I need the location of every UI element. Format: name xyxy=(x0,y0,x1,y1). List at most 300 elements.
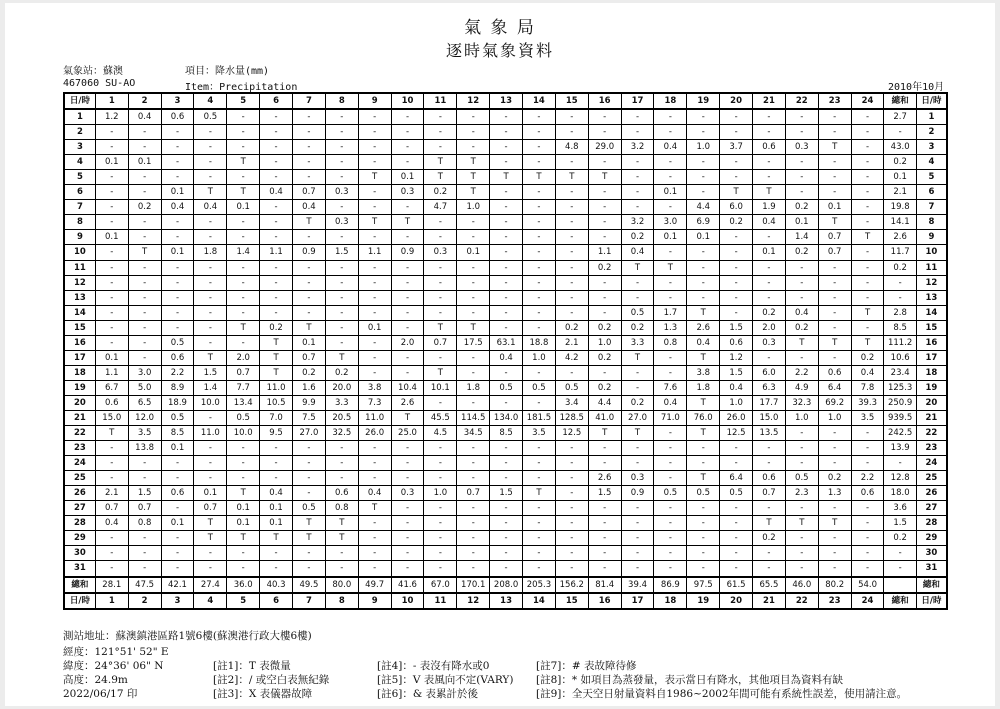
hour-header: 3 xyxy=(161,93,194,109)
value-cell: - xyxy=(358,290,391,305)
hour-header: 6 xyxy=(260,593,293,609)
value-cell: - xyxy=(260,441,293,456)
value-cell: 29.0 xyxy=(588,140,621,155)
value-cell: - xyxy=(523,546,556,561)
value-cell: - xyxy=(753,441,786,456)
row-total-cell: 2.7 xyxy=(884,109,916,125)
value-cell: 13.4 xyxy=(227,395,260,410)
value-cell: - xyxy=(720,305,753,320)
value-cell: - xyxy=(161,305,194,320)
value-cell: - xyxy=(851,140,884,155)
hour-header: 8 xyxy=(325,593,358,609)
value-cell: 0.2 xyxy=(588,350,621,365)
value-cell: - xyxy=(227,335,260,350)
value-cell: - xyxy=(325,320,358,335)
value-cell: 0.2 xyxy=(621,320,654,335)
table-row xyxy=(64,230,947,245)
hour-sum-cell: 97.5 xyxy=(687,577,720,593)
value-cell: T xyxy=(260,365,293,380)
value-cell: T xyxy=(588,426,621,441)
value-cell: - xyxy=(161,215,194,230)
value-cell: 0.3 xyxy=(391,185,424,200)
day-label: 29 xyxy=(916,531,947,546)
note-5: [註5]：V 表風向不定(VARY) xyxy=(377,674,514,686)
value-cell: - xyxy=(128,140,161,155)
hour-sum-cell: 86.9 xyxy=(654,577,687,593)
row-total-cell: 2.1 xyxy=(884,185,916,200)
hour-sum-cell: 156.2 xyxy=(555,577,588,593)
day-label: 14 xyxy=(64,305,95,320)
value-cell: - xyxy=(523,471,556,486)
value-cell: - xyxy=(490,290,523,305)
value-cell: - xyxy=(293,441,326,456)
value-cell: - xyxy=(95,215,128,230)
value-cell: - xyxy=(194,335,227,350)
value-cell: - xyxy=(358,305,391,320)
value-cell: - xyxy=(358,335,391,350)
table-row xyxy=(64,365,947,380)
value-cell: - xyxy=(194,471,227,486)
value-cell: T xyxy=(358,501,391,516)
value-cell: 8.5 xyxy=(161,426,194,441)
value-cell: - xyxy=(621,456,654,471)
value-cell: 27.0 xyxy=(621,410,654,425)
value-cell: - xyxy=(753,260,786,275)
value-cell: 2.6 xyxy=(687,320,720,335)
value-cell: 0.2 xyxy=(621,395,654,410)
day-label: 10 xyxy=(64,245,95,260)
value-cell: - xyxy=(358,531,391,546)
value-cell: - xyxy=(621,185,654,200)
value-cell: - xyxy=(227,471,260,486)
value-cell: - xyxy=(654,170,687,185)
value-cell: 8.5 xyxy=(490,426,523,441)
value-cell: - xyxy=(555,260,588,275)
value-cell: - xyxy=(260,456,293,471)
value-cell: 0.6 xyxy=(753,140,786,155)
table-row xyxy=(64,456,947,471)
value-cell: - xyxy=(851,215,884,230)
value-cell: - xyxy=(818,531,851,546)
note-6: [註6]：& 表累計於後 xyxy=(377,688,479,700)
value-cell: T xyxy=(424,155,457,170)
value-cell: - xyxy=(227,140,260,155)
value-cell: - xyxy=(457,230,490,245)
value-cell: 0.6 xyxy=(818,365,851,380)
value-cell: - xyxy=(654,516,687,531)
value-cell: T xyxy=(654,260,687,275)
value-cell: 0.9 xyxy=(621,486,654,501)
value-cell: - xyxy=(260,260,293,275)
hour-header: 2 xyxy=(128,93,161,109)
value-cell: T xyxy=(621,426,654,441)
value-cell: 0.3 xyxy=(391,486,424,501)
value-cell: - xyxy=(785,531,818,546)
value-cell: 10.4 xyxy=(391,380,424,395)
value-cell: 6.9 xyxy=(687,215,720,230)
value-cell: - xyxy=(753,230,786,245)
report-subtitle: 逐時氣象資料 xyxy=(445,41,554,60)
value-cell: - xyxy=(457,456,490,471)
value-cell: T xyxy=(720,185,753,200)
value-cell: T xyxy=(457,185,490,200)
value-cell: - xyxy=(293,170,326,185)
corner-label: 日/時 xyxy=(916,93,947,109)
row-total-cell: 242.5 xyxy=(884,426,916,441)
value-cell: 6.3 xyxy=(753,380,786,395)
value-cell: 4.4 xyxy=(588,395,621,410)
value-cell: - xyxy=(227,441,260,456)
value-cell: 2.2 xyxy=(851,471,884,486)
value-cell: - xyxy=(293,456,326,471)
value-cell: 0.7 xyxy=(227,365,260,380)
value-cell: - xyxy=(555,531,588,546)
note-9: [註9]：全天空日射量資料自1986~2002年間可能有系統性誤差，使用請注意。 xyxy=(536,688,908,700)
row-total-cell: 111.2 xyxy=(884,335,916,350)
day-label: 23 xyxy=(916,441,947,456)
day-label: 1 xyxy=(64,109,95,125)
value-cell: - xyxy=(457,290,490,305)
day-label: 7 xyxy=(64,200,95,215)
value-cell: - xyxy=(785,260,818,275)
value-cell: - xyxy=(194,305,227,320)
hour-sum-cell: 205.3 xyxy=(523,577,556,593)
value-cell: 18.8 xyxy=(523,335,556,350)
station-address: 測站地址：蘇澳鎮港區路1號6樓(蘇澳港行政大樓6樓) xyxy=(63,630,312,642)
value-cell: - xyxy=(95,456,128,471)
value-cell: 3.3 xyxy=(325,395,358,410)
value-cell: - xyxy=(555,275,588,290)
row-total-cell: 0.2 xyxy=(884,531,916,546)
value-cell: T xyxy=(818,140,851,155)
value-cell: 0.1 xyxy=(95,155,128,170)
value-cell: 0.1 xyxy=(161,516,194,531)
row-total-cell: 8.5 xyxy=(884,320,916,335)
value-cell: - xyxy=(523,260,556,275)
value-cell: 0.7 xyxy=(753,486,786,501)
value-cell: - xyxy=(457,260,490,275)
value-cell: - xyxy=(391,320,424,335)
value-cell: 3.0 xyxy=(128,365,161,380)
value-cell: - xyxy=(293,561,326,577)
value-cell: - xyxy=(720,290,753,305)
value-cell: - xyxy=(95,335,128,350)
value-cell: - xyxy=(588,215,621,230)
value-cell: - xyxy=(128,456,161,471)
value-cell: 1.3 xyxy=(654,320,687,335)
day-label: 17 xyxy=(916,350,947,365)
value-cell: 134.0 xyxy=(490,410,523,425)
value-cell: - xyxy=(260,561,293,577)
value-cell: - xyxy=(687,561,720,577)
hour-header: 20 xyxy=(720,593,753,609)
value-cell: - xyxy=(687,501,720,516)
value-cell: 0.4 xyxy=(621,245,654,260)
value-cell: 0.1 xyxy=(161,185,194,200)
value-cell: 0.2 xyxy=(785,200,818,215)
day-label: 19 xyxy=(916,380,947,395)
value-cell: - xyxy=(391,441,424,456)
table-row xyxy=(64,260,947,275)
hour-header: 10 xyxy=(391,93,424,109)
day-label: 7 xyxy=(916,200,947,215)
value-cell: T xyxy=(424,320,457,335)
value-cell: 0.9 xyxy=(293,245,326,260)
value-cell: - xyxy=(391,456,424,471)
hour-header: 18 xyxy=(654,93,687,109)
value-cell: - xyxy=(227,170,260,185)
value-cell: - xyxy=(194,410,227,425)
table-row xyxy=(64,305,947,320)
value-cell: 0.4 xyxy=(851,365,884,380)
day-label: 17 xyxy=(64,350,95,365)
value-cell: - xyxy=(523,200,556,215)
hour-sum-cell: 65.5 xyxy=(753,577,786,593)
value-cell: 1.0 xyxy=(818,410,851,425)
value-cell: - xyxy=(325,140,358,155)
day-label: 14 xyxy=(916,305,947,320)
value-cell: - xyxy=(490,320,523,335)
value-cell: - xyxy=(753,501,786,516)
value-cell: 26.0 xyxy=(358,426,391,441)
value-cell: 3.3 xyxy=(621,335,654,350)
value-cell: 15.0 xyxy=(753,410,786,425)
value-cell: - xyxy=(555,561,588,577)
value-cell: - xyxy=(391,516,424,531)
value-cell: - xyxy=(588,109,621,125)
value-cell: - xyxy=(720,230,753,245)
value-cell: - xyxy=(424,350,457,365)
value-cell: 2.1 xyxy=(555,335,588,350)
day-label: 13 xyxy=(916,290,947,305)
day-label: 18 xyxy=(64,365,95,380)
value-cell: - xyxy=(293,290,326,305)
value-cell: 32.3 xyxy=(785,395,818,410)
row-total-cell: 13.9 xyxy=(884,441,916,456)
value-cell: - xyxy=(260,546,293,561)
value-cell: - xyxy=(227,260,260,275)
value-cell: 0.5 xyxy=(293,501,326,516)
value-cell: - xyxy=(523,531,556,546)
value-cell: - xyxy=(753,125,786,140)
value-cell: - xyxy=(325,155,358,170)
value-cell: - xyxy=(325,125,358,140)
value-cell: - xyxy=(588,516,621,531)
value-cell: - xyxy=(457,516,490,531)
value-cell: T xyxy=(457,170,490,185)
value-cell: - xyxy=(588,365,621,380)
value-cell: 0.7 xyxy=(818,230,851,245)
value-cell: T xyxy=(753,185,786,200)
value-cell: - xyxy=(293,125,326,140)
day-label: 25 xyxy=(916,471,947,486)
value-cell: 2.0 xyxy=(391,335,424,350)
value-cell: - xyxy=(785,275,818,290)
value-cell: 3.5 xyxy=(851,410,884,425)
value-cell: T xyxy=(227,486,260,501)
value-cell: 1.4 xyxy=(227,245,260,260)
value-cell: - xyxy=(424,140,457,155)
value-cell: 0.1 xyxy=(457,245,490,260)
value-cell: - xyxy=(293,109,326,125)
value-cell: - xyxy=(687,290,720,305)
row-total-cell: 11.7 xyxy=(884,245,916,260)
value-cell: 7.0 xyxy=(260,410,293,425)
value-cell: - xyxy=(161,260,194,275)
value-cell: - xyxy=(818,275,851,290)
row-total-cell: - xyxy=(884,125,916,140)
table-row xyxy=(64,155,947,170)
day-label: 30 xyxy=(916,546,947,561)
value-cell: 1.9 xyxy=(753,200,786,215)
value-cell: - xyxy=(128,290,161,305)
value-cell: T xyxy=(293,531,326,546)
value-cell: 6.4 xyxy=(818,380,851,395)
value-cell: - xyxy=(687,516,720,531)
value-cell: 2.1 xyxy=(95,486,128,501)
value-cell: - xyxy=(523,215,556,230)
value-cell: - xyxy=(621,501,654,516)
value-cell: 0.4 xyxy=(161,200,194,215)
value-cell: 0.1 xyxy=(687,230,720,245)
value-cell: 8.9 xyxy=(161,380,194,395)
value-cell: T xyxy=(818,215,851,230)
value-cell: 0.1 xyxy=(95,350,128,365)
value-cell: 15.0 xyxy=(95,410,128,425)
value-cell: - xyxy=(490,200,523,215)
hour-header: 4 xyxy=(194,93,227,109)
value-cell: - xyxy=(391,471,424,486)
value-cell: 10.5 xyxy=(260,395,293,410)
value-cell: - xyxy=(555,456,588,471)
value-cell: - xyxy=(490,365,523,380)
hour-sum-cell: 27.4 xyxy=(194,577,227,593)
hour-header: 2 xyxy=(128,593,161,609)
table-row xyxy=(64,125,947,140)
value-cell: - xyxy=(621,170,654,185)
value-cell: 0.2 xyxy=(753,305,786,320)
value-cell: - xyxy=(293,275,326,290)
value-cell: 3.4 xyxy=(555,395,588,410)
value-cell: - xyxy=(260,109,293,125)
row-total-cell: 1.5 xyxy=(884,516,916,531)
value-cell: - xyxy=(457,275,490,290)
day-label: 20 xyxy=(64,395,95,410)
value-cell: 7.7 xyxy=(227,380,260,395)
row-total-cell: 10.6 xyxy=(884,350,916,365)
day-label: 31 xyxy=(64,561,95,577)
value-cell: 1.1 xyxy=(95,365,128,380)
value-cell: 114.5 xyxy=(457,410,490,425)
value-cell: T xyxy=(325,350,358,365)
value-cell: - xyxy=(523,230,556,245)
value-cell: - xyxy=(194,275,227,290)
value-cell: - xyxy=(851,441,884,456)
value-cell: T xyxy=(194,185,227,200)
value-cell: - xyxy=(490,501,523,516)
value-cell: T xyxy=(457,155,490,170)
value-cell: - xyxy=(490,275,523,290)
value-cell: - xyxy=(95,471,128,486)
value-cell: - xyxy=(325,230,358,245)
total-header: 總和 xyxy=(884,93,916,109)
hour-header: 9 xyxy=(358,593,391,609)
value-cell: - xyxy=(457,125,490,140)
hour-header: 24 xyxy=(851,93,884,109)
value-cell: - xyxy=(490,140,523,155)
value-cell: - xyxy=(490,395,523,410)
row-total-cell: - xyxy=(884,456,916,471)
value-cell: 0.7 xyxy=(128,501,161,516)
value-cell: - xyxy=(128,275,161,290)
value-cell: 0.1 xyxy=(654,230,687,245)
value-cell: - xyxy=(588,546,621,561)
row-total-cell: 939.5 xyxy=(884,410,916,425)
value-cell: - xyxy=(391,109,424,125)
value-cell: - xyxy=(555,546,588,561)
table-row xyxy=(64,320,947,335)
day-label: 8 xyxy=(64,215,95,230)
value-cell: 12.5 xyxy=(555,426,588,441)
value-cell: - xyxy=(621,561,654,577)
table-row xyxy=(64,380,947,395)
value-cell: T xyxy=(851,305,884,320)
precipitation-table xyxy=(63,92,948,610)
value-cell: - xyxy=(457,395,490,410)
note-3: [註3]：X 表儀器故障 xyxy=(213,688,313,700)
value-cell: - xyxy=(523,275,556,290)
table-row xyxy=(64,516,947,531)
value-cell: T xyxy=(621,350,654,365)
table-row xyxy=(64,170,947,185)
value-cell: - xyxy=(785,290,818,305)
value-cell: - xyxy=(457,501,490,516)
value-cell: - xyxy=(851,501,884,516)
value-cell: 2.0 xyxy=(753,320,786,335)
value-cell: T xyxy=(687,395,720,410)
day-label: 6 xyxy=(916,185,947,200)
value-cell: - xyxy=(785,561,818,577)
value-cell: - xyxy=(128,561,161,577)
value-cell: 0.2 xyxy=(785,245,818,260)
value-cell: - xyxy=(654,546,687,561)
hour-header: 24 xyxy=(851,593,884,609)
value-cell: - xyxy=(325,170,358,185)
value-cell: - xyxy=(818,109,851,125)
value-cell: - xyxy=(194,456,227,471)
note-8: [註8]：* 如項目為蒸發量，表示當日有降水，其他項目為資料有缺 xyxy=(536,674,843,686)
value-cell: - xyxy=(391,501,424,516)
value-cell: 1.0 xyxy=(687,140,720,155)
day-label: 1 xyxy=(916,109,947,125)
value-cell: - xyxy=(588,531,621,546)
value-cell: - xyxy=(785,426,818,441)
value-cell: 0.1 xyxy=(161,245,194,260)
value-cell: - xyxy=(555,125,588,140)
value-cell: 0.6 xyxy=(720,335,753,350)
value-cell: - xyxy=(490,215,523,230)
day-label: 5 xyxy=(64,170,95,185)
value-cell: - xyxy=(424,471,457,486)
value-cell: T xyxy=(687,305,720,320)
day-label: 31 xyxy=(916,561,947,577)
hour-header: 14 xyxy=(523,593,556,609)
value-cell: 0.4 xyxy=(260,185,293,200)
day-label: 24 xyxy=(64,456,95,471)
value-cell: T xyxy=(851,335,884,350)
value-cell: - xyxy=(753,109,786,125)
value-cell: - xyxy=(358,109,391,125)
